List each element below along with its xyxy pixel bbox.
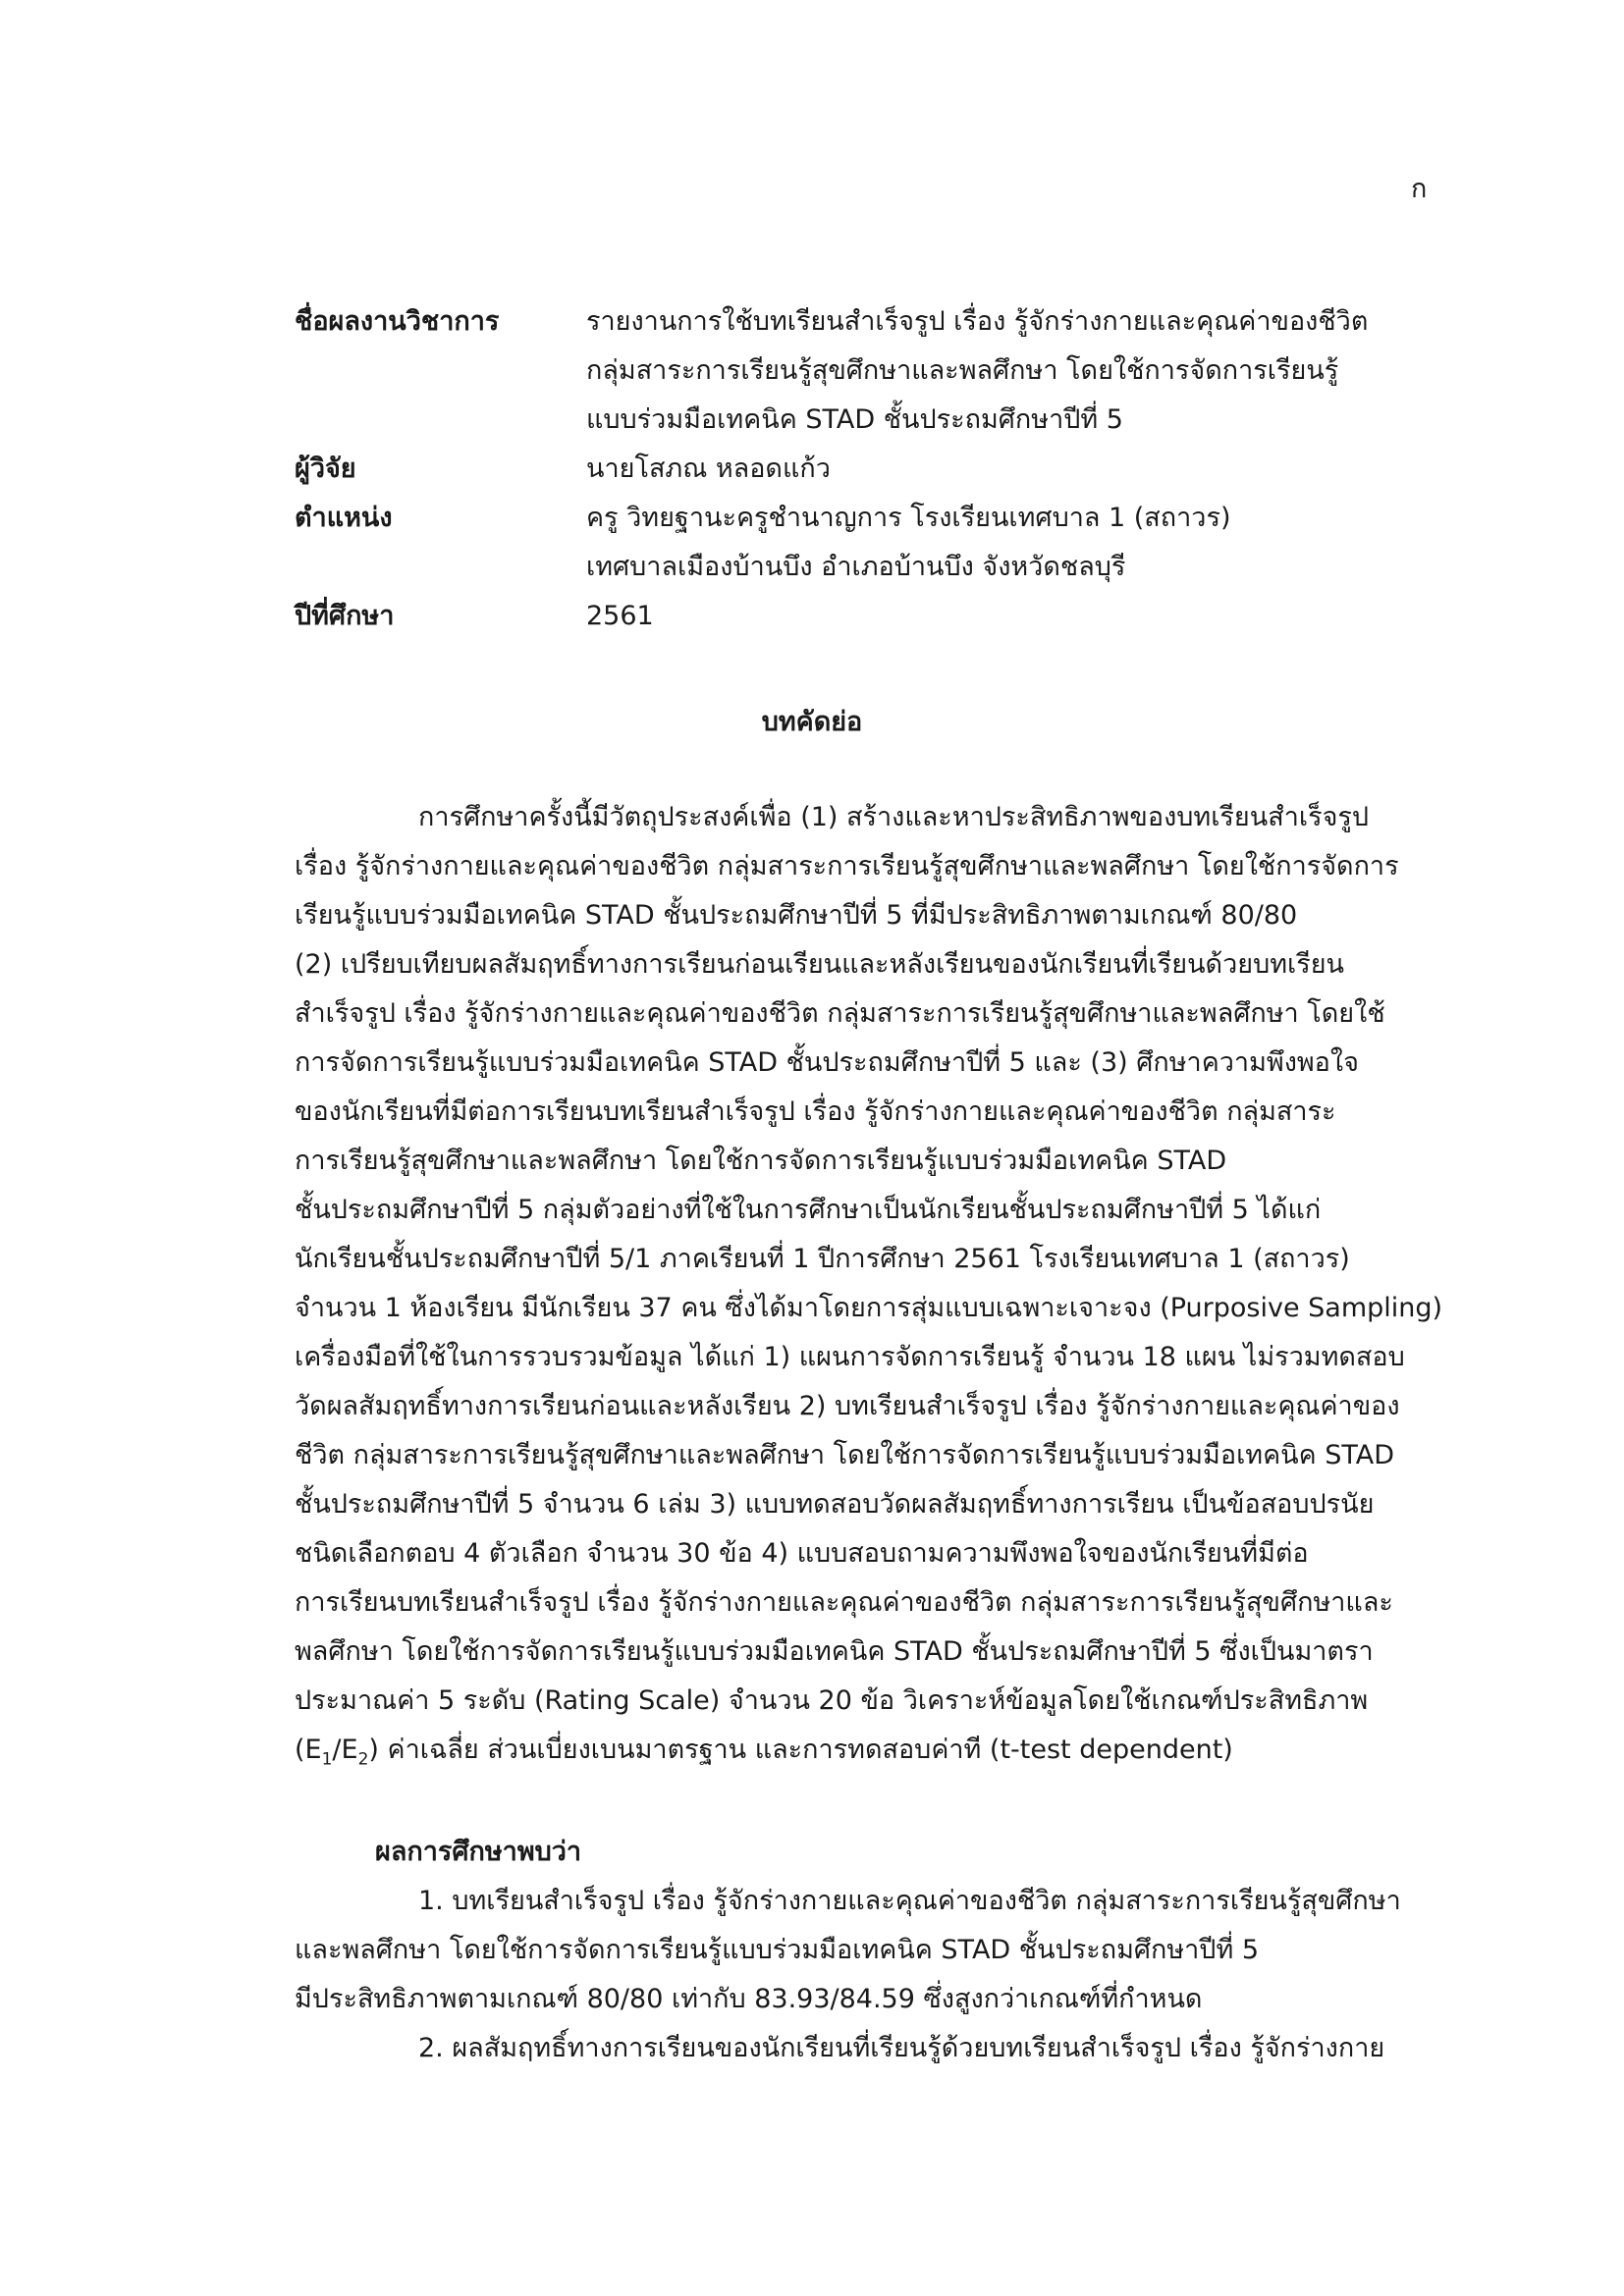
researcher-row	[295, 445, 1424, 494]
title-row	[295, 297, 1424, 445]
results-line: มีประสิทธิภาพตามเกณฑ์ 80/80 เท่ากับ 83.93/84.59 ซึ่งสูงกว่าเกณฑ์ที่กำหนด	[295, 1984, 1203, 2014]
title-line: แบบร่วมมือเทคนิค STAD ชั้นประถมศึกษาปีที่ 5	[586, 404, 1123, 435]
document-metadata	[295, 297, 1424, 641]
title-line: กลุ่มสาระการเรียนรู้สุขศึกษาและพลศึกษา โดยใช้การจัดการเรียนรู้	[586, 355, 1339, 386]
year-value: 2561	[586, 601, 654, 631]
abstract-line: ชั้นประถมศึกษาปีที่ 5 กลุ่มตัวอย่างที่ใช้ในการศึกษาเป็นนักเรียนชั้นประถมศึกษาปีที่ 5 ได้แก่	[295, 1195, 1322, 1225]
position-row	[295, 494, 1424, 592]
researcher-label: ผู้วิจัย	[295, 454, 356, 484]
efficiency-slash: /E	[332, 1735, 358, 1765]
abstract-line: เครื่องมือที่ใช้ในการรวบรวมข้อมูล ได้แก่ 1) แผนการจัดการเรียนรู้ จำนวน 18 แผน ไม่รวมทดสอบ	[295, 1342, 1405, 1372]
year-values	[586, 592, 1424, 641]
title-label: ชื่อผลงานวิชาการ	[295, 306, 500, 337]
title-line: รายงานการใช้บทเรียนสำเร็จรูป เรื่อง รู้จักร่างกายและคุณค่าของชีวิต	[586, 306, 1369, 337]
abstract-line: (2) เปรียบเทียบผลสัมฤทธิ์ทางการเรียนก่อนเรียนและหลังเรียนของนักเรียนที่เรียนด้วยบทเรียน	[295, 949, 1345, 980]
results-line: 1. บทเรียนสำเร็จรูป เรื่อง รู้จักร่างกายและคุณค่าของชีวิต กลุ่มสาระการเรียนรู้สุขศึกษา	[418, 1886, 1401, 1916]
page-number: ก	[1411, 174, 1428, 204]
position-values	[586, 494, 1424, 592]
researcher-values	[586, 445, 1424, 494]
abstract-line: เรียนรู้แบบร่วมมือเทคนิค STAD ชั้นประถมศึกษาปีที่ 5 ที่มีประสิทธิภาพตามเกณฑ์ 80/80	[295, 900, 1298, 931]
results-heading: ผลการศึกษาพบว่า	[375, 1837, 582, 1867]
year-row	[295, 592, 1424, 641]
title-values	[586, 297, 1424, 445]
efficiency-open: (E	[295, 1735, 322, 1765]
position-line: ครู วิทยฐานะครูชำนาญการ โรงเรียนเทศบาล 1 (สถาวร)	[586, 503, 1231, 533]
results-line: 2. ผลสัมฤทธิ์ทางการเรียนของนักเรียนที่เรียนรู้ด้วยบทเรียนสำเร็จรูป เรื่อง รู้จักร่างกาย	[418, 2033, 1385, 2063]
position-line: เทศบาลเมืองบ้านบึง อำเภอบ้านบึง จังหวัดชลบุรี	[586, 552, 1126, 582]
abstract-line-last	[295, 1726, 1424, 1775]
abstract-line: การจัดการเรียนรู้แบบร่วมมือเทคนิค STAD ชั้นประถมศึกษาปีที่ 5 และ (3) ศึกษาความพึงพอใจ	[295, 1047, 1359, 1078]
results-line: และพลศึกษา โดยใช้การจัดการเรียนรู้แบบร่วมมือเทคนิค STAD ชั้นประถมศึกษาปีที่ 5	[295, 1935, 1260, 1965]
abstract-last-rest: ) ค่าเฉลี่ย ส่วนเบี่ยงเบนมาตรฐาน และการทดสอบค่าที (t-test dependent)	[368, 1735, 1233, 1765]
abstract-line: นักเรียนชั้นประถมศึกษาปีที่ 5/1 ภาคเรียนที่ 1 ปีการศึกษา 2561 โรงเรียนเทศบาล 1 (สถาวร)	[295, 1244, 1350, 1274]
abstract-line: ของนักเรียนที่มีต่อการเรียนบทเรียนสำเร็จรูป เรื่อง รู้จักร่างกายและคุณค่าของชีวิต กลุ่มสาระ	[295, 1096, 1336, 1127]
abstract-line: สำเร็จรูป เรื่อง รู้จักร่างกายและคุณค่าของชีวิต กลุ่มสาระการเรียนรู้สุขศึกษาและพลศึกษา โดยใช้	[295, 998, 1385, 1029]
abstract-line: ชีวิต กลุ่มสาระการเรียนรู้สุขศึกษาและพลศึกษา โดยใช้การจัดการเรียนรู้แบบร่วมมือเทคนิค STAD	[295, 1440, 1395, 1470]
results-body	[295, 1877, 1424, 2073]
abstract-line: การศึกษาครั้งนี้มีวัตถุประสงค์เพื่อ (1) สร้างและหาประสิทธิภาพของบทเรียนสำเร็จรูป	[418, 802, 1370, 832]
abstract-line: จำนวน 1 ห้องเรียน มีนักเรียน 37 คน ซึ่งได้มาโดยการสุ่มแบบเฉพาะเจาะจง (Purposive Sampling)	[295, 1293, 1443, 1323]
abstract-line: การเรียนบทเรียนสำเร็จรูป เรื่อง รู้จักร่างกายและคุณค่าของชีวิต กลุ่มสาระการเรียนรู้สุขศึกษาและ	[295, 1587, 1393, 1618]
abstract-body	[295, 793, 1443, 1775]
abstract-line: วัดผลสัมฤทธิ์ทางการเรียนก่อนและหลังเรียน 2) บทเรียนสำเร็จรูป เรื่อง รู้จักร่างกายและคุณค่าของ	[295, 1391, 1400, 1421]
efficiency-subscript-2: 2	[357, 1749, 369, 1770]
abstract-line: เรื่อง รู้จักร่างกายและคุณค่าของชีวิต กลุ่มสาระการเรียนรู้สุขศึกษาและพลศึกษา โดยใช้การจัดการ	[295, 851, 1399, 881]
abstract-heading: บทคัดย่อ	[761, 707, 863, 737]
efficiency-subscript-1: 1	[321, 1749, 333, 1770]
abstract-line: ประมาณค่า 5 ระดับ (Rating Scale) จำนวน 20 ข้อ วิเคราะห์ข้อมูลโดยใช้เกณฑ์ประสิทธิภาพ	[295, 1685, 1369, 1716]
abstract-line: ชั้นประถมศึกษาปีที่ 5 จำนวน 6 เล่ม 3) แบบทดสอบวัดผลสัมฤทธิ์ทางการเรียน เป็นข้อสอบปรนัย	[295, 1489, 1375, 1520]
abstract-line: พลศึกษา โดยใช้การจัดการเรียนรู้แบบร่วมมือเทคนิค STAD ชั้นประถมศึกษาปีที่ 5 ซึ่งเป็นมาตรา	[295, 1636, 1374, 1667]
researcher-name: นายโสภณ หลอดแก้ว	[586, 454, 831, 484]
year-label: ปีที่ศึกษา	[295, 601, 395, 631]
position-label: ตำแหน่ง	[295, 503, 393, 533]
abstract-line: ชนิดเลือกตอบ 4 ตัวเลือก จำนวน 30 ข้อ 4) แบบสอบถามความพึงพอใจของนักเรียนที่มีต่อ	[295, 1538, 1309, 1569]
abstract-line: การเรียนรู้สุขศึกษาและพลศึกษา โดยใช้การจัดการเรียนรู้แบบร่วมมือเทคนิค STAD	[295, 1146, 1227, 1176]
